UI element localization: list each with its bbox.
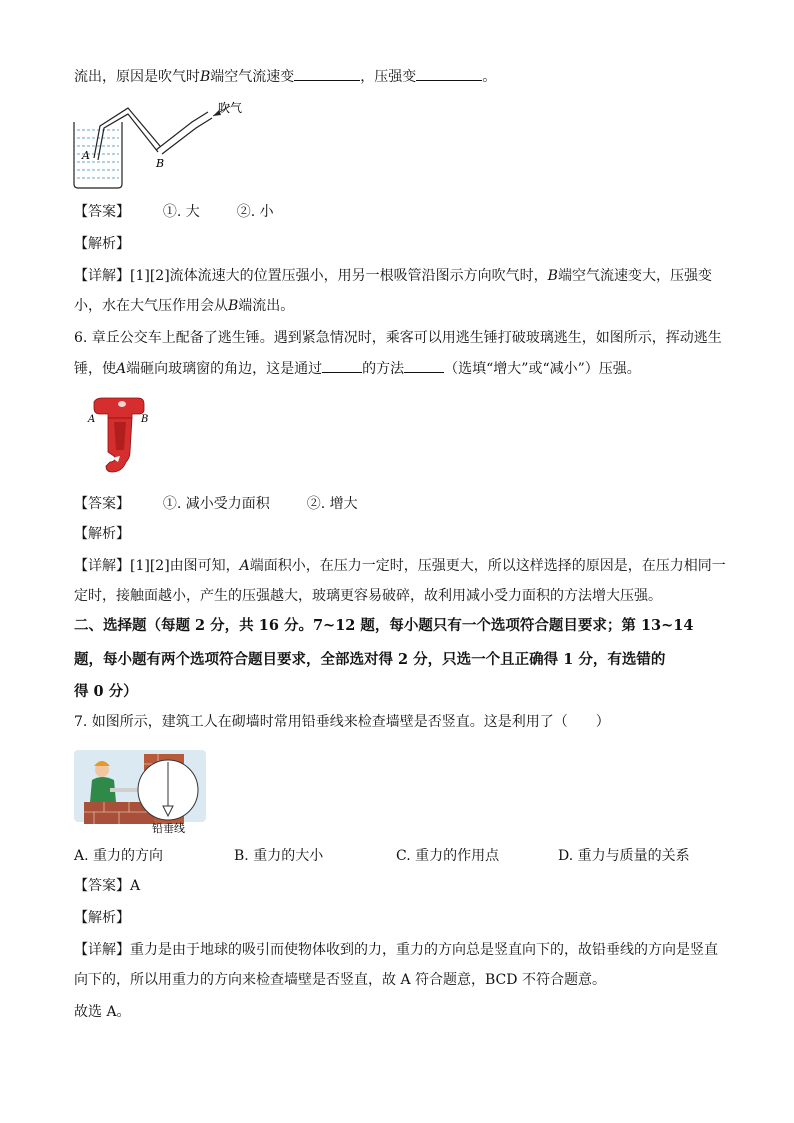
label-b: B [156,157,165,170]
q7-conclusion: 故选 A。 [74,1004,131,1020]
q5-detail-line: 【详解】[1][2]流体流速大的位置压强小，用另一根吸管沿图示方向吹气时，B端空气流速变大，压强变 [74,268,712,284]
section-heading: 题，每小题有两个选项符合题目要求，全部选对得 2 分，只选一个且正确得 1 分，有选错的 [74,651,666,668]
answer-blank [416,66,482,81]
q7-detail-line: 【详解】重力是由于地球的吸引而使物体收到的力，重力的方向总是竖直向下的，故铅垂线的方向是竖直 [74,942,718,958]
answer-blank [294,66,360,81]
option-c: C. 重力的作用点 [396,848,500,864]
q6-stem-line: 锤，使A端砸向玻璃窗的角边，这是通过 的方法 （选填“增大”或“减小”）压强。 [74,358,724,379]
q7-detail-line: 向下的，所以用重力的方向来检查墙壁是否竖直，故 A 符合题意，BCD 不符合题意。 [74,972,606,988]
blow-label: 吹气 [218,101,243,115]
label-b: B [141,414,149,425]
q5-analysis-label: 【解析】 [74,236,130,252]
answer-blank [322,358,362,373]
section-heading: 二、选择题（每题 2 分，共 16 分。7~12 题，每小题只有一个选项符合题目要求；第 13~14 [74,617,694,634]
option-b: B. 重力的大小 [234,848,324,864]
option-d: D. 重力与质量的关系 [558,848,690,864]
label-a: A [82,149,90,162]
q5-answer: 【答案】 ①. 大 ②. 小 [74,204,274,220]
label-a: A [88,414,96,425]
q5-question-line: 流出，原因是吹气时B端空气流速变 ，压强变 。 [74,66,724,87]
answer-blank [404,358,444,373]
q6-detail-line: 定时，接触面越小，产生的压强越大，玻璃更容易破碎，故利用减小受力面积的方法增大压强。 [74,588,662,604]
q6-analysis-label: 【解析】 [74,526,130,542]
q7-stem: 7. 如图所示，建筑工人在砌墙时常用铅垂线来检查墙壁是否竖直。这是利用了（ ） [74,714,610,730]
plumb-line-label: 铅垂线 [152,822,185,835]
option-a: A. 重力的方向 [74,848,164,864]
q6-detail-line: 【详解】[1][2]由图可知，A端面积小，在压力一定时，压强更大，所以这样选择的原因是，在压力相同一 [74,558,726,574]
section-heading: 得 0 分） [74,683,138,700]
q6-stem-line: 6. 章丘公交车上配备了逃生锤。遇到紧急情况时，乘客可以用逃生锤打破玻璃逃生，如图所示，挥动逃生 [74,330,722,346]
q5-detail-line: 小，水在大气压作用会从B端流出。 [74,298,295,314]
straw-figure [70,98,250,190]
plumb-line-figure [74,750,206,836]
escape-hammer-figure [86,392,156,482]
q6-answer: 【答案】 ①. 减小受力面积 ②. 增大 [74,496,358,512]
q7-answer: 【答案】A [74,878,141,894]
q7-analysis-label: 【解析】 [74,910,130,926]
